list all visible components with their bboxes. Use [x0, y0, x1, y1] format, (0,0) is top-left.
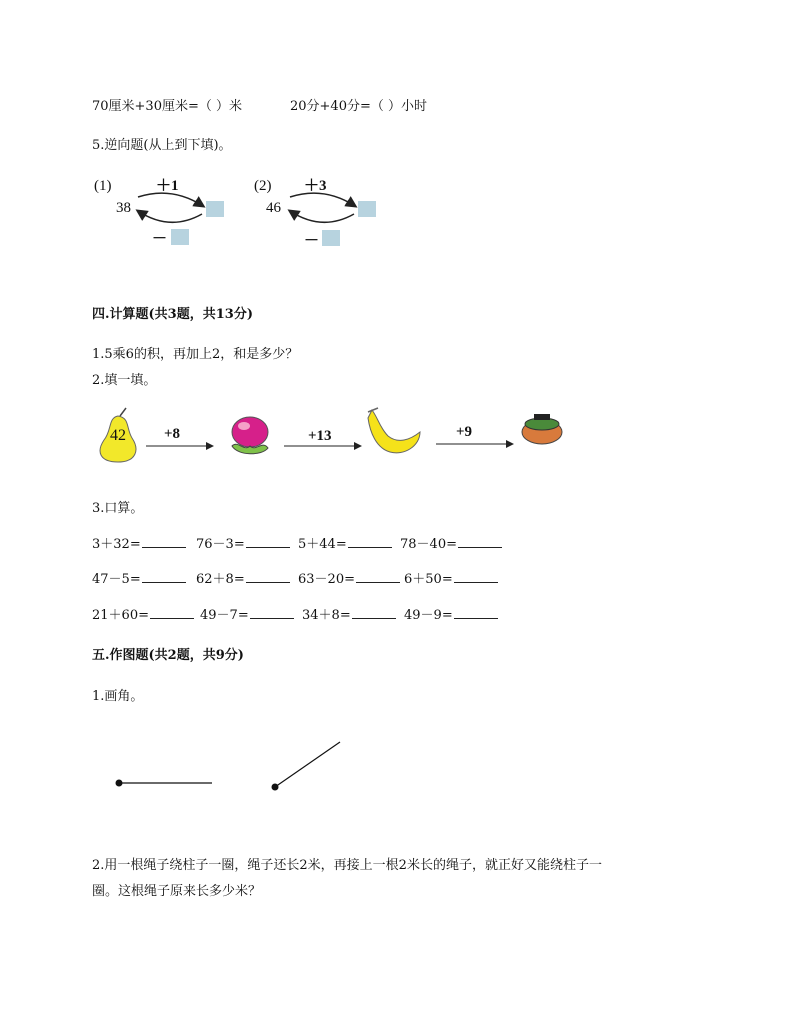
section-heading: 五.作图题(共2题，共9分) — [92, 648, 244, 663]
plus-operator: ＋1 — [156, 178, 179, 194]
question-meter-conversion: 70厘米+30厘米=（ ）米 — [92, 99, 243, 114]
problem-label: (2) — [254, 178, 272, 194]
arith-problem: 62＋8= — [196, 568, 290, 587]
minus-operator: － — [304, 233, 320, 249]
start-number: 46 — [266, 200, 281, 216]
arith-problem: 34＋8= — [302, 604, 396, 623]
arith-problem: 63－20= — [298, 568, 400, 587]
question-text: 2.填一填。 — [92, 373, 157, 388]
arith-problem: 49－9= — [404, 604, 498, 623]
arith-problem: 47－5= — [92, 568, 186, 587]
question-text: 3.口算。 — [92, 501, 144, 516]
start-number: 42 — [110, 427, 126, 444]
question-title: 5.逆向题(从上到下填)。 — [92, 138, 232, 153]
arith-problem: 5＋44= — [298, 533, 392, 552]
start-number: 38 — [116, 200, 131, 216]
question-text: 2.用一根绳子绕柱子一圈，绳子还长2米，再接上一根2米长的绳子，就正好又能绕柱子一 — [92, 858, 602, 873]
minus-operator: － — [152, 231, 168, 247]
arith-problem: 76－3= — [196, 533, 290, 552]
problem-label: (1) — [94, 178, 112, 194]
arith-problem: 78－40= — [400, 533, 502, 552]
step-label: +9 — [456, 424, 473, 440]
arith-problem: 49－7= — [200, 604, 294, 623]
question-text: 1.5乘6的积，再加上2，和是多少？ — [92, 347, 299, 362]
plus-operator: ＋3 — [304, 178, 327, 194]
step-label: +13 — [308, 428, 332, 444]
step-label: +8 — [164, 426, 181, 442]
question-text: 圈。这根绳子原来长多少米？ — [92, 884, 262, 899]
arith-problem: 3＋32= — [92, 533, 186, 552]
question-text: 1.画角。 — [92, 689, 144, 704]
arith-problem: 6＋50= — [404, 568, 498, 587]
arith-problem: 21＋60= — [92, 604, 194, 623]
section-heading: 四.计算题(共3题，共13分) — [92, 307, 253, 322]
question-time-conversion: 20分+40分=（ ）小时 — [290, 99, 428, 114]
